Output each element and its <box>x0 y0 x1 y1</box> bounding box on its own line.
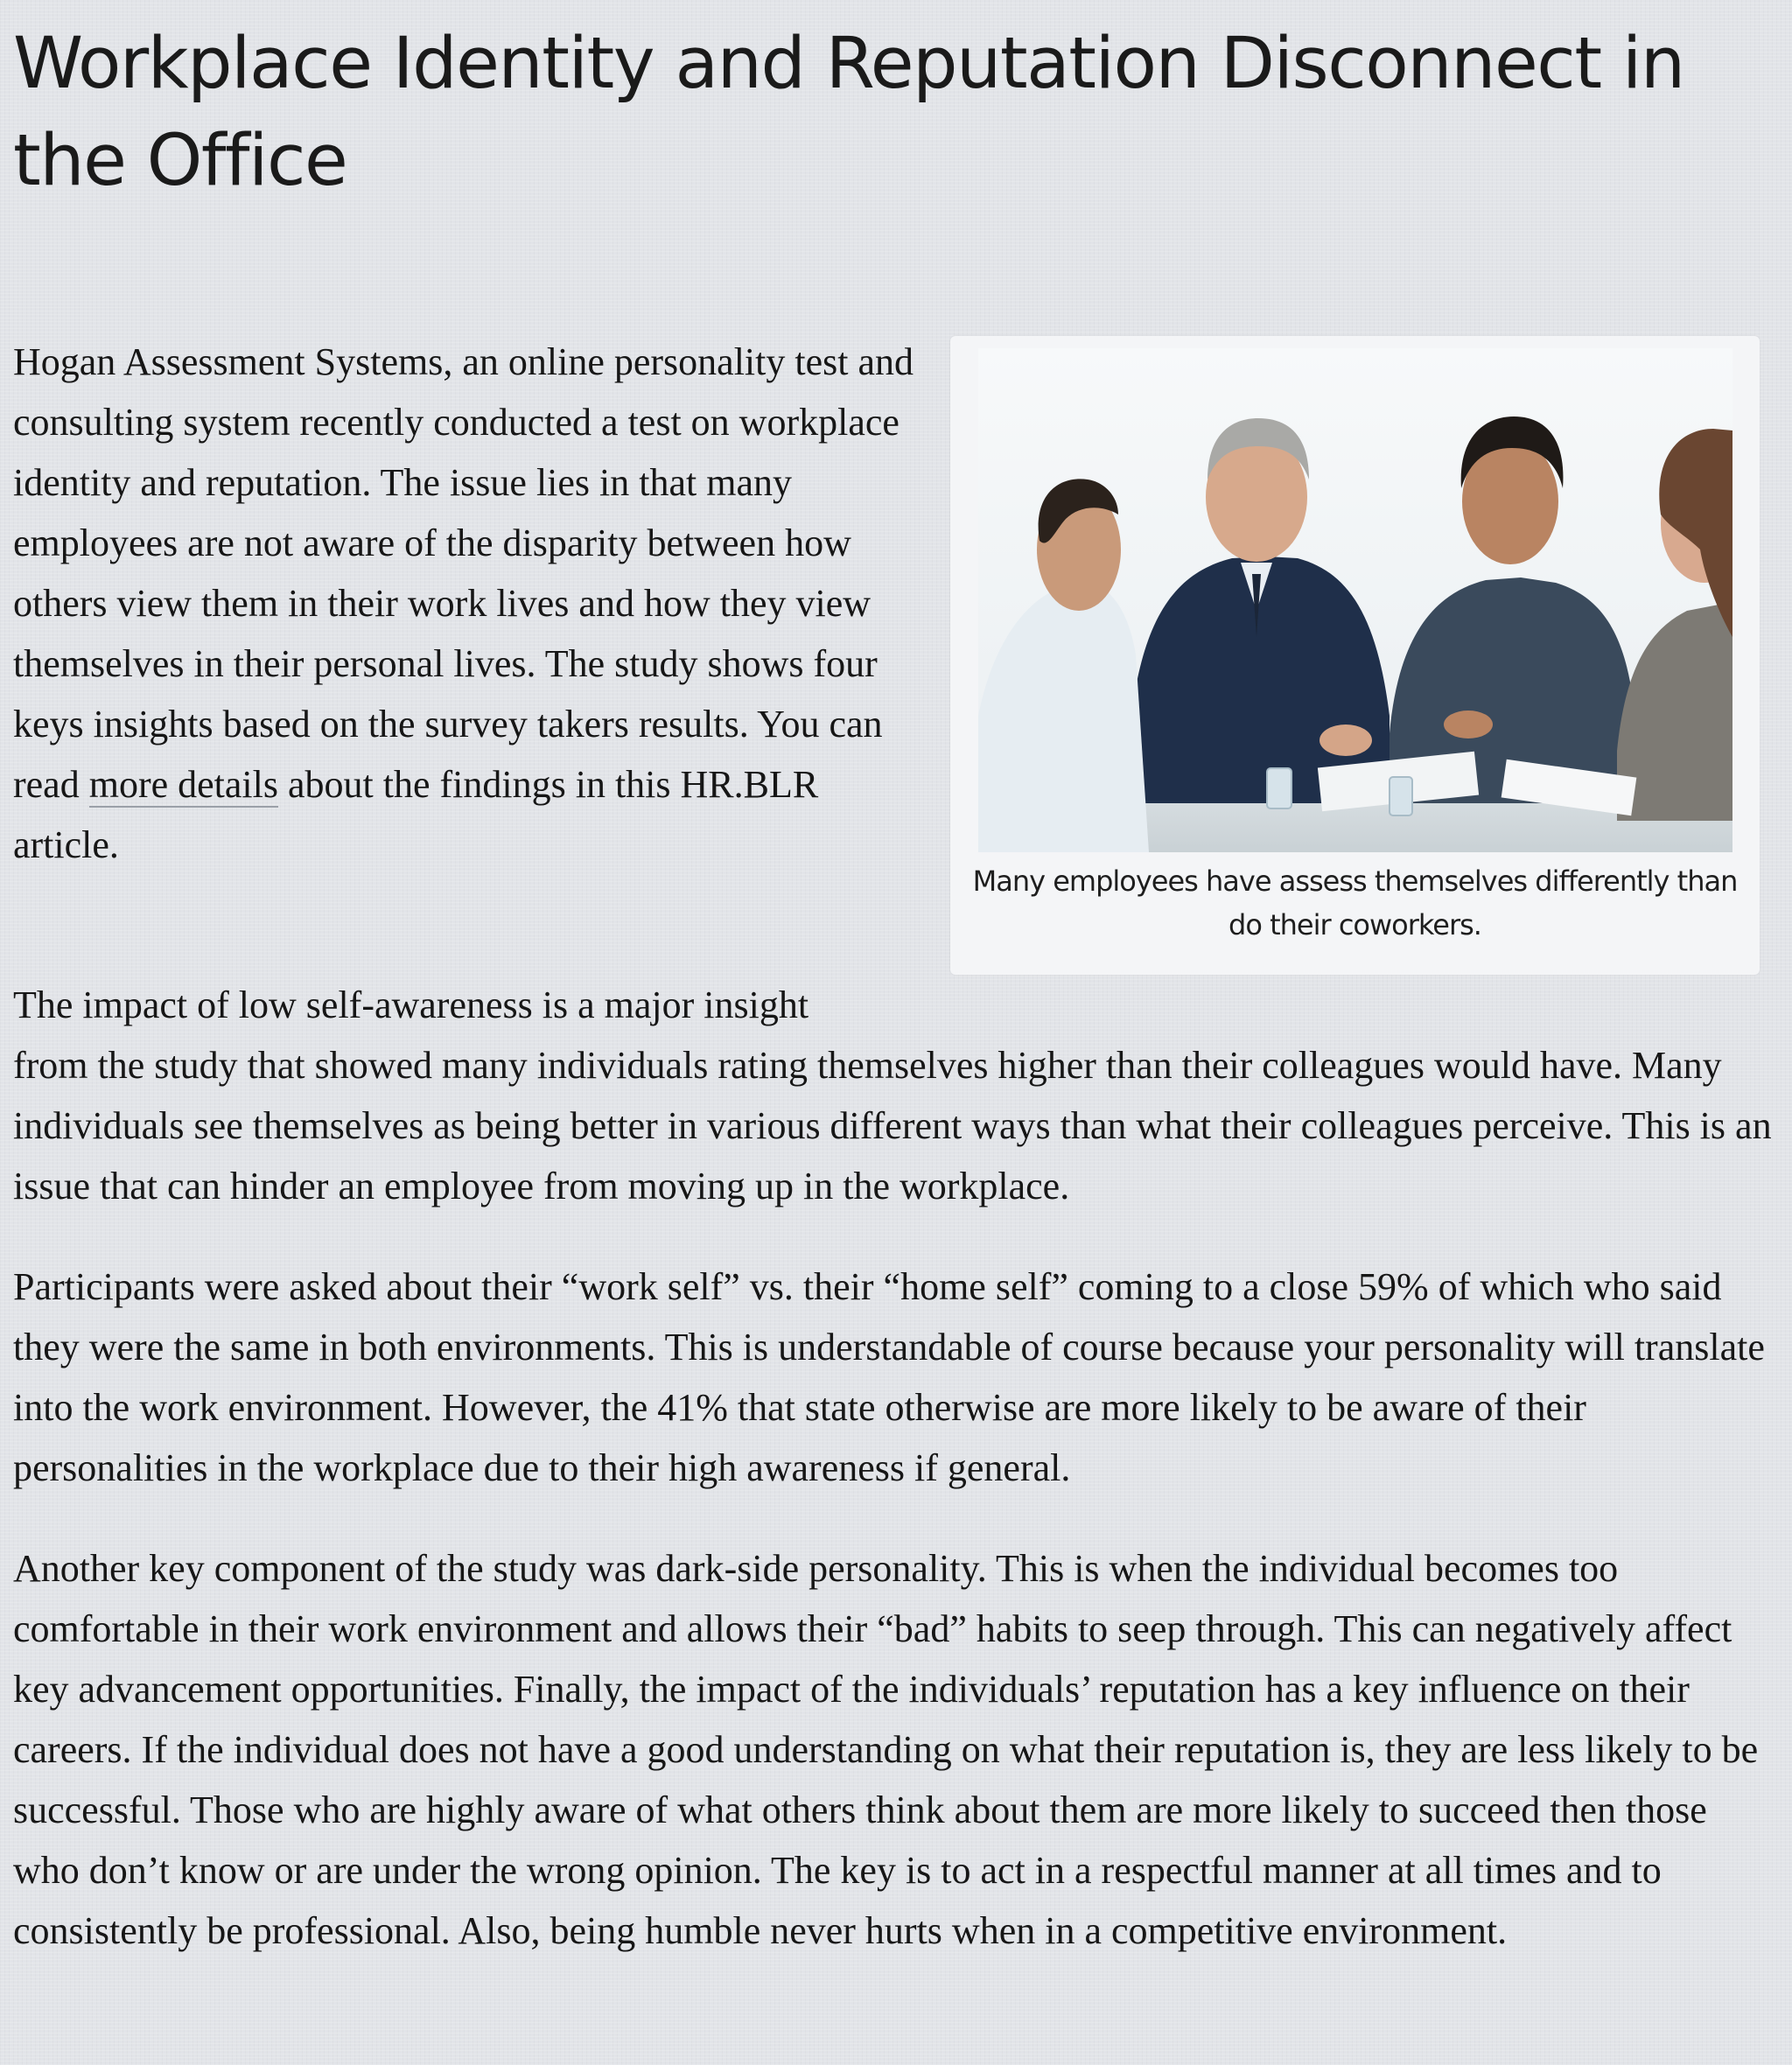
paragraph-work-self-home-self: Participants were asked about their “work self” vs. their “home self” coming to a close 59% of which who said they were the same in both environments. This is understandable of course because your personality will translate into the work environment. However, the 41% that state otherwise are more likely to be aware of their personalities in the workplace due to their high awareness if general. <box>13 1265 1765 1489</box>
paragraph-2-body: from the study that showed many individuals rating themselves higher than their colleagues would have. Many individuals see themselves as being better in various different ways than what their colleagues perceive. This is an issue that can hinder an employee from moving up in the workplace. <box>13 1044 1772 1208</box>
more-details-link[interactable]: more details <box>88 763 278 806</box>
figure-caption: Many employees have assess themselves differently than do their coworkers. <box>972 864 1738 942</box>
meeting-photo <box>978 348 1732 852</box>
article-title: Workplace Identity and Reputation Disconnect in the Office <box>13 23 1684 202</box>
intro-text-end: about the findings in this HR.BLR article. <box>13 763 819 866</box>
article-figure <box>950 336 1760 975</box>
paragraph-low-self-awareness <box>13 975 1776 1216</box>
intro-text-start: Hogan Assessment Systems, an online personality test and consulting system recently conducted a test on workplace identity and reputation. The issue lies in that many employees are not aware of the disparity between how others view them in their work lives and how they view themselves in their personal lives. The study shows four keys insights based on the survey takers results. You can read <box>13 340 914 806</box>
paragraph-2-first-line: The impact of low self-awareness is a major insight <box>13 984 809 1026</box>
paragraph-dark-side-personality: Another key component of the study was dark-side personality. This is when the individual becomes too comfortable in their work environment and allows their “bad” habits to seep through. This can negatively affect key advancement opportunities. Finally, the impact of the individuals’ reputation has a key influence on their careers. If the individual does not have a good understanding on what their reputation is, they are less likely to be successful. Those who are highly aware of what others think about them are more likely to succeed then those who don’t know or are under the wrong opinion. The key is to act in a respectful manner at all times and to consistently be professional. Also, being humble never hurts when in a competitive environment. <box>13 1547 1759 1952</box>
intro-paragraph <box>13 332 923 875</box>
